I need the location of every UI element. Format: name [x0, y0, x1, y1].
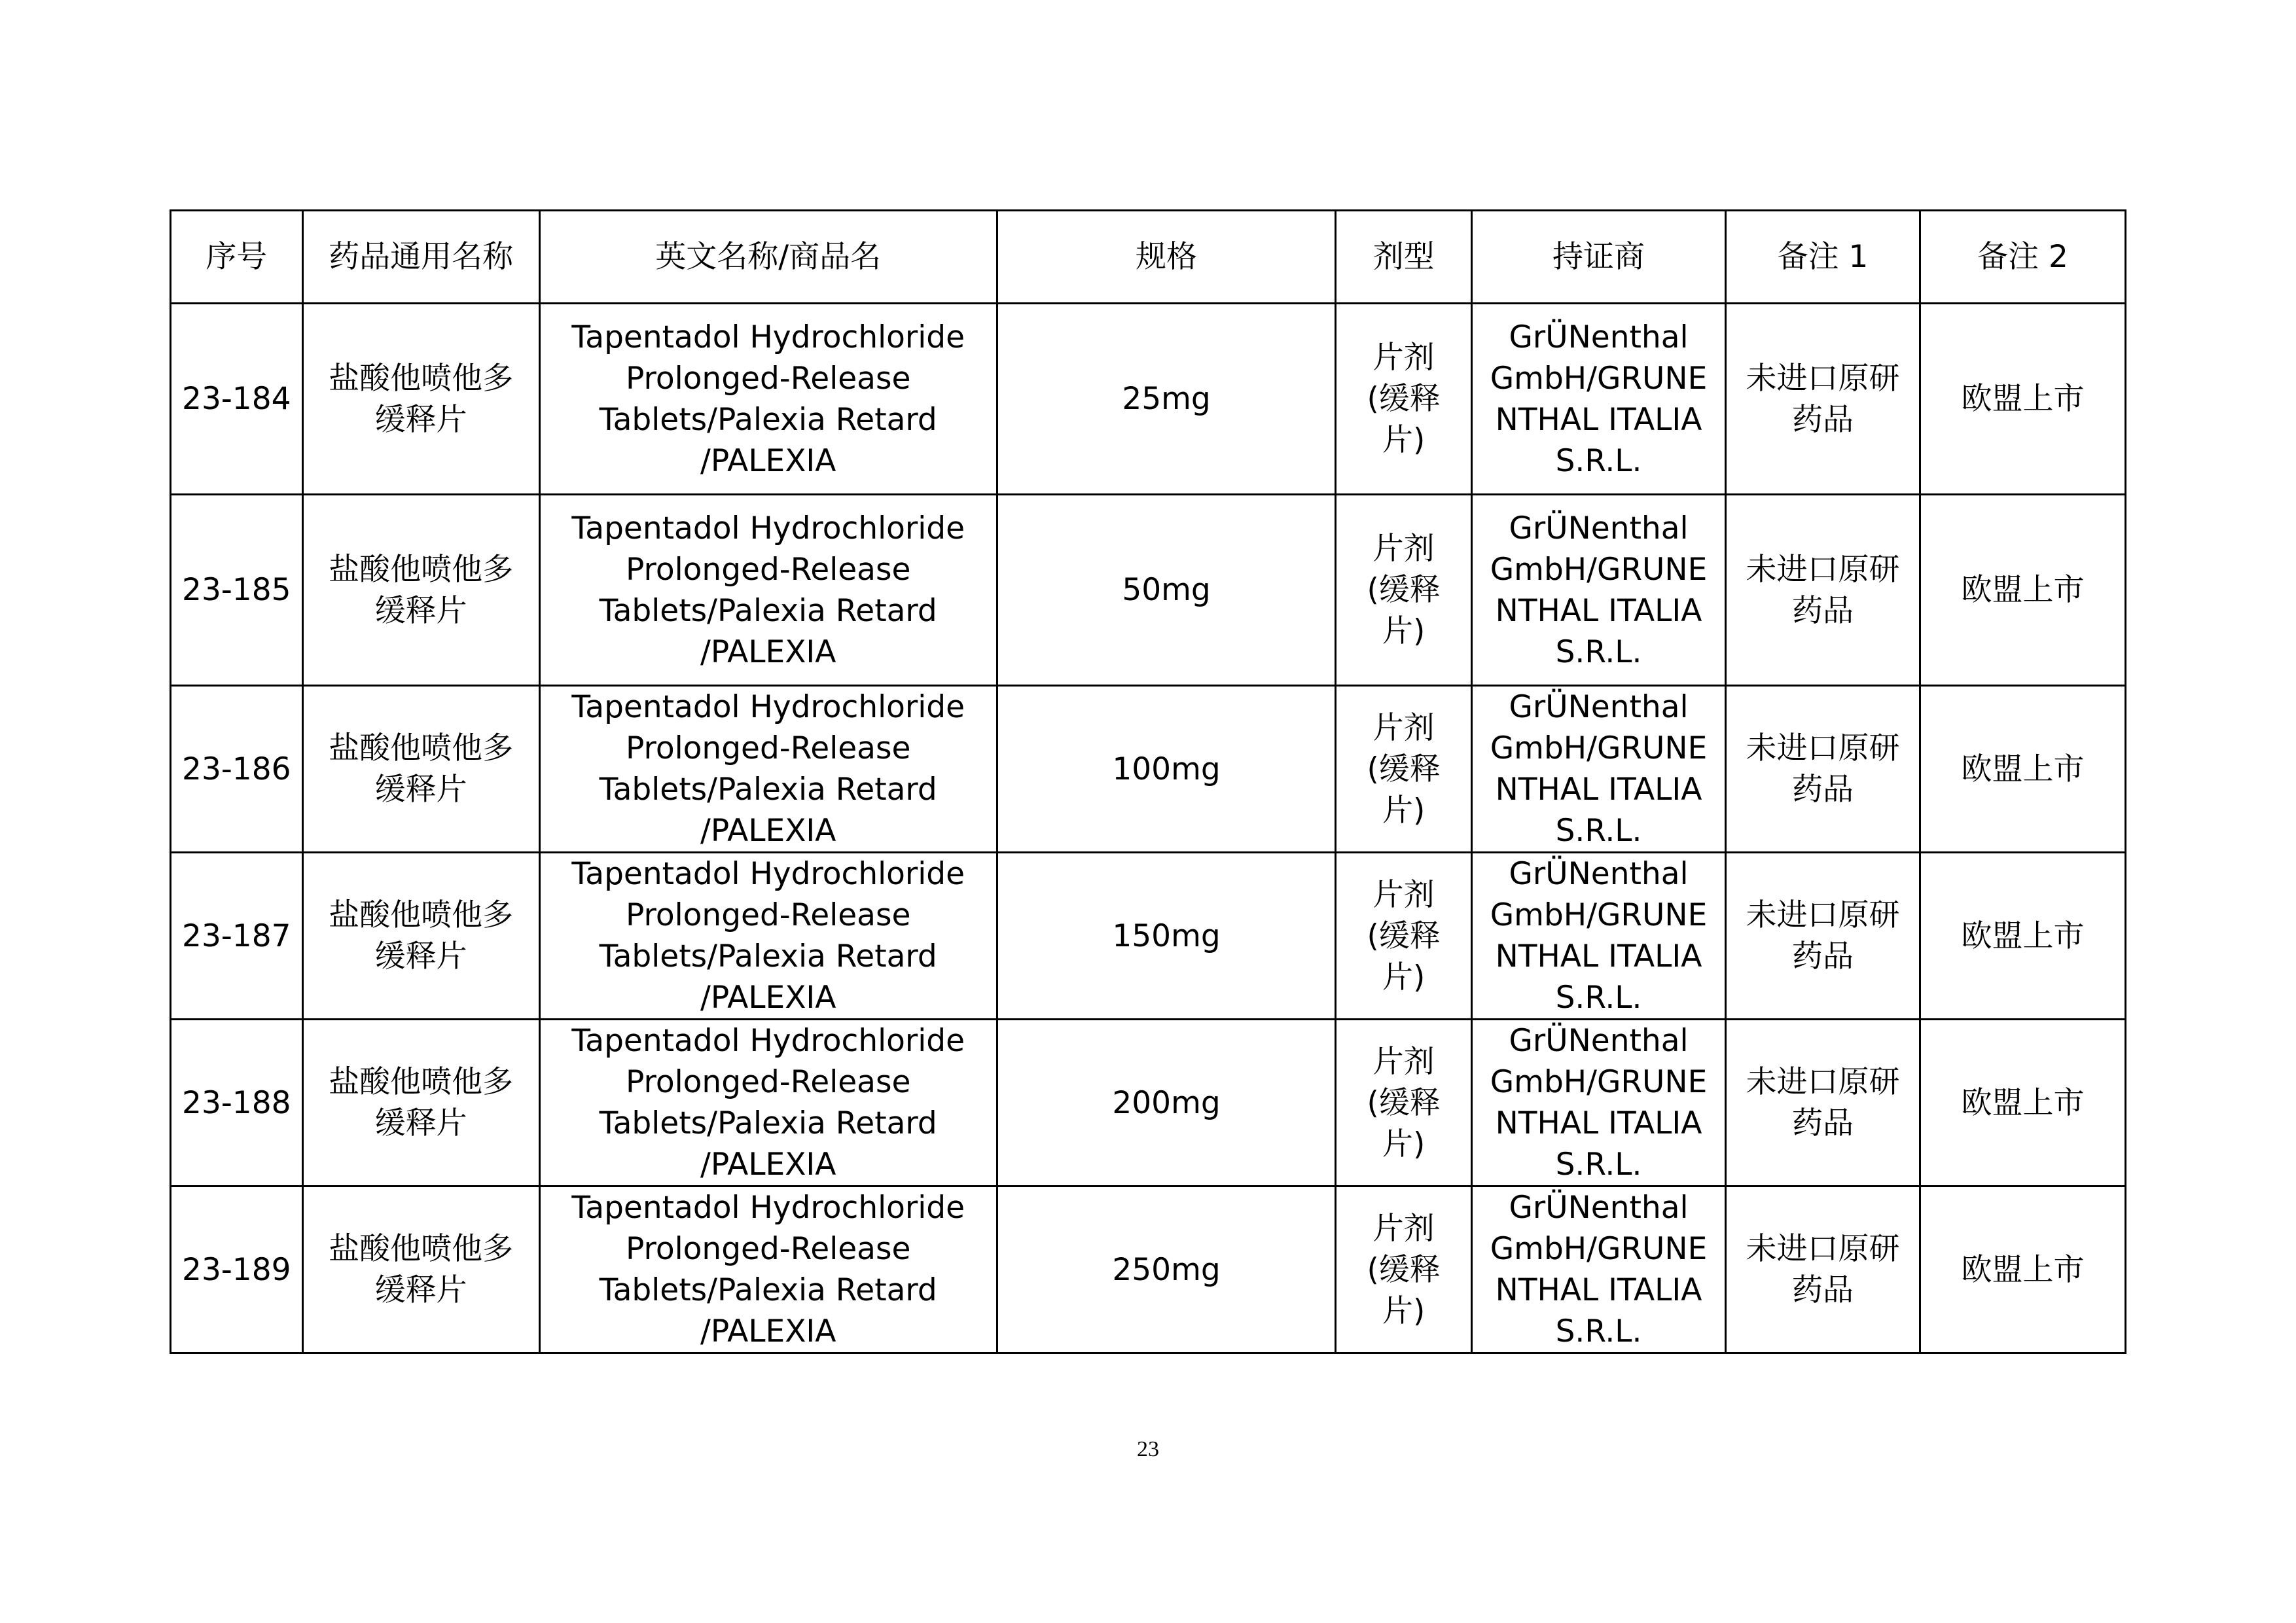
drug-list-table [170, 209, 2126, 1354]
cell-note1 [1726, 495, 1920, 686]
cell-english-name-lines [546, 687, 991, 851]
cell-note1-lines [1732, 1061, 1914, 1144]
cell-generic-name-line: 缓释片 [374, 1272, 467, 1308]
cell-note1-line: 未进口原研 [1746, 1064, 1900, 1100]
cell-dosage-form [1336, 1186, 1472, 1353]
cell-generic-name-line: 盐酸他喷他多 [329, 551, 514, 588]
cell-english-name-line: /PALEXIA [700, 1313, 836, 1349]
cell-english-name-lines [546, 853, 991, 1018]
cell-note1-line: 药品 [1792, 1105, 1854, 1141]
cell-english-name-lines [546, 1187, 991, 1352]
cell-english-name-line: Prolonged-Release [626, 1064, 911, 1100]
cell-holder-line: GmbH/GRUNE [1490, 730, 1708, 766]
cell-english-name-line: Tablets/Palexia Retard [599, 938, 937, 974]
cell-note1-lines [1732, 358, 1914, 440]
cell-generic-name-line: 缓释片 [374, 401, 467, 438]
cell-dosage-form-line: 片) [1382, 1293, 1426, 1329]
cell-holder-lines [1478, 508, 1719, 673]
cell-dosage-form-line: 片剂 [1372, 876, 1435, 913]
cell-holder [1471, 853, 1725, 1020]
cell-english-name-line: Tablets/Palexia Retard [599, 1105, 937, 1141]
cell-generic-name-line: 缓释片 [374, 592, 467, 629]
cell-english-name-line: Tapentadol Hydrochloride [571, 689, 965, 725]
cell-generic-name-lines [309, 1061, 533, 1144]
cell-generic-name-lines [309, 1228, 533, 1311]
cell-english-name-line: /PALEXIA [700, 633, 836, 670]
cell-holder-lines [1478, 853, 1719, 1018]
cell-holder [1471, 686, 1725, 853]
cell-holder-line: NTHAL ITALIA [1495, 772, 1702, 808]
cell-english-name-lines [546, 1020, 991, 1185]
cell-holder-line: GrÜNenthal [1509, 1190, 1689, 1226]
cell-holder-line: S.R.L. [1555, 633, 1642, 670]
cell-english-name [539, 304, 997, 495]
cell-dosage-form-line: 片) [1382, 1126, 1426, 1162]
cell-holder-line: S.R.L. [1555, 813, 1642, 849]
cell-holder-line: GrÜNenthal [1509, 689, 1689, 725]
cell-note1-lines [1732, 895, 1914, 977]
cell-holder [1471, 1186, 1725, 1353]
cell-dosage-form-line: (缓释 [1367, 572, 1441, 608]
cell-seq: 23-184 [171, 304, 303, 495]
header-english-name: 英文名称/商品名 [539, 211, 997, 304]
cell-note2: 欧盟上市 [1920, 304, 2125, 495]
cell-holder-line: GrÜNenthal [1509, 510, 1689, 546]
cell-dosage-form-line: (缓释 [1367, 1084, 1441, 1121]
cell-holder-line: GmbH/GRUNE [1490, 897, 1708, 933]
cell-dosage-form-lines [1342, 337, 1465, 461]
cell-holder-line: NTHAL ITALIA [1495, 1272, 1702, 1308]
cell-generic-name-line: 缓释片 [374, 1105, 467, 1141]
cell-generic-name-line: 缓释片 [374, 938, 467, 974]
header-spec: 规格 [997, 211, 1336, 304]
cell-holder-lines [1478, 317, 1719, 482]
cell-holder-line: S.R.L. [1555, 1313, 1642, 1349]
cell-english-name-line: Tapentadol Hydrochloride [571, 319, 965, 355]
cell-english-name-line: /PALEXIA [700, 442, 836, 479]
cell-note1-line: 未进口原研 [1746, 551, 1900, 588]
cell-note1-line: 未进口原研 [1746, 360, 1900, 397]
cell-english-name [539, 853, 997, 1020]
cell-holder-line: NTHAL ITALIA [1495, 401, 1702, 438]
cell-seq: 23-189 [171, 1186, 303, 1353]
cell-spec: 250mg [997, 1186, 1336, 1353]
cell-english-name-line: Tablets/Palexia Retard [599, 592, 937, 629]
cell-holder-lines [1478, 687, 1719, 851]
cell-seq: 23-187 [171, 853, 303, 1020]
cell-holder-line: GmbH/GRUNE [1490, 360, 1708, 397]
cell-note2: 欧盟上市 [1920, 1186, 2125, 1353]
cell-holder-line: GmbH/GRUNE [1490, 551, 1708, 588]
cell-english-name-line: Tapentadol Hydrochloride [571, 856, 965, 892]
cell-generic-name [302, 1020, 539, 1186]
cell-spec: 150mg [997, 853, 1336, 1020]
cell-english-name-line: /PALEXIA [700, 813, 836, 849]
cell-dosage-form [1336, 304, 1472, 495]
header-generic-name: 药品通用名称 [302, 211, 539, 304]
cell-holder-line: S.R.L. [1555, 442, 1642, 479]
cell-english-name-line: Prolonged-Release [626, 551, 911, 588]
cell-note1-line: 药品 [1792, 592, 1854, 629]
header-note1: 备注 1 [1726, 211, 1920, 304]
cell-english-name-line: Prolonged-Release [626, 360, 911, 397]
cell-generic-name-lines [309, 728, 533, 810]
cell-generic-name-line: 盐酸他喷他多 [329, 1231, 514, 1267]
cell-holder-line: GmbH/GRUNE [1490, 1231, 1708, 1267]
cell-holder [1471, 495, 1725, 686]
cell-english-name [539, 1186, 997, 1353]
cell-english-name-line: /PALEXIA [700, 980, 836, 1016]
cell-generic-name-lines [309, 895, 533, 977]
cell-dosage-form-lines [1342, 707, 1465, 831]
cell-generic-name [302, 304, 539, 495]
cell-generic-name [302, 853, 539, 1020]
cell-holder-line: NTHAL ITALIA [1495, 938, 1702, 974]
cell-generic-name-line: 缓释片 [374, 772, 467, 808]
table-row [171, 1186, 2126, 1353]
cell-dosage-form [1336, 1020, 1472, 1186]
cell-dosage-form-line: 片) [1382, 792, 1426, 829]
table-body [171, 304, 2126, 1353]
cell-holder-lines [1478, 1020, 1719, 1185]
cell-generic-name-line: 盐酸他喷他多 [329, 360, 514, 397]
cell-english-name-line: Prolonged-Release [626, 730, 911, 766]
cell-note1-line: 未进口原研 [1746, 1231, 1900, 1267]
header-dosage-form: 剂型 [1336, 211, 1472, 304]
cell-note2: 欧盟上市 [1920, 853, 2125, 1020]
cell-holder [1471, 304, 1725, 495]
cell-note1-lines [1732, 1228, 1914, 1311]
cell-note2: 欧盟上市 [1920, 495, 2125, 686]
cell-note1-line: 药品 [1792, 772, 1854, 808]
cell-english-name-lines [546, 317, 991, 482]
cell-note1 [1726, 1186, 1920, 1353]
cell-generic-name [302, 1186, 539, 1353]
cell-note1-line: 药品 [1792, 938, 1854, 974]
cell-holder-line: GrÜNenthal [1509, 319, 1689, 355]
cell-holder-line: S.R.L. [1555, 980, 1642, 1016]
cell-spec: 25mg [997, 304, 1336, 495]
cell-dosage-form-lines [1342, 874, 1465, 998]
cell-dosage-form-line: (缓释 [1367, 918, 1441, 954]
cell-seq: 23-186 [171, 686, 303, 853]
cell-dosage-form-line: (缓释 [1367, 1251, 1441, 1288]
cell-dosage-form-lines [1342, 1208, 1465, 1332]
table-row [171, 304, 2126, 495]
table-row [171, 853, 2126, 1020]
cell-note1-line: 药品 [1792, 1272, 1854, 1308]
cell-generic-name-line: 盐酸他喷他多 [329, 897, 514, 933]
cell-note1-line: 未进口原研 [1746, 897, 1900, 933]
cell-generic-name-line: 盐酸他喷他多 [329, 730, 514, 766]
cell-dosage-form-line: 片) [1382, 613, 1426, 649]
cell-dosage-form [1336, 853, 1472, 1020]
cell-holder-line: NTHAL ITALIA [1495, 1105, 1702, 1141]
cell-generic-name [302, 495, 539, 686]
cell-generic-name-line: 盐酸他喷他多 [329, 1064, 514, 1100]
cell-dosage-form-line: 片剂 [1372, 709, 1435, 746]
cell-spec: 100mg [997, 686, 1336, 853]
cell-english-name [539, 495, 997, 686]
cell-holder [1471, 1020, 1725, 1186]
cell-holder-line: GmbH/GRUNE [1490, 1064, 1708, 1100]
cell-spec: 50mg [997, 495, 1336, 686]
cell-dosage-form-line: (缓释 [1367, 381, 1441, 417]
cell-english-name-line: Tapentadol Hydrochloride [571, 510, 965, 546]
table-row [171, 1020, 2126, 1186]
cell-dosage-form [1336, 495, 1472, 686]
header-note2: 备注 2 [1920, 211, 2125, 304]
cell-dosage-form-lines [1342, 528, 1465, 652]
cell-note1 [1726, 853, 1920, 1020]
cell-dosage-form-line: 片剂 [1372, 531, 1435, 567]
cell-spec: 200mg [997, 1020, 1336, 1186]
table-row [171, 686, 2126, 853]
cell-note1-lines [1732, 728, 1914, 810]
cell-english-name-lines [546, 508, 991, 673]
cell-note1 [1726, 1020, 1920, 1186]
cell-dosage-form [1336, 686, 1472, 853]
page-number: 23 [1137, 1437, 1159, 1461]
cell-holder-line: GrÜNenthal [1509, 1023, 1689, 1059]
cell-english-name [539, 1020, 997, 1186]
cell-dosage-form-line: 片剂 [1372, 1210, 1435, 1247]
cell-holder-line: S.R.L. [1555, 1147, 1642, 1183]
cell-generic-name-lines [309, 549, 533, 632]
cell-note1 [1726, 304, 1920, 495]
cell-english-name-line: Tablets/Palexia Retard [599, 401, 937, 438]
cell-note2: 欧盟上市 [1920, 686, 2125, 853]
cell-seq: 23-185 [171, 495, 303, 686]
table-header-row [171, 211, 2126, 304]
cell-english-name-line: Prolonged-Release [626, 1231, 911, 1267]
cell-dosage-form-line: 片剂 [1372, 340, 1435, 376]
cell-note1-lines [1732, 549, 1914, 632]
cell-note1-line: 未进口原研 [1746, 730, 1900, 766]
cell-english-name-line: Tablets/Palexia Retard [599, 772, 937, 808]
cell-note2: 欧盟上市 [1920, 1020, 2125, 1186]
cell-seq: 23-188 [171, 1020, 303, 1186]
cell-note1 [1726, 686, 1920, 853]
cell-holder-line: NTHAL ITALIA [1495, 592, 1702, 629]
cell-english-name-line: Tablets/Palexia Retard [599, 1272, 937, 1308]
cell-english-name-line: Tapentadol Hydrochloride [571, 1023, 965, 1059]
cell-holder-lines [1478, 1187, 1719, 1352]
cell-note1-line: 药品 [1792, 401, 1854, 438]
table-row [171, 495, 2126, 686]
cell-english-name-line: Tapentadol Hydrochloride [571, 1190, 965, 1226]
cell-dosage-form-line: (缓释 [1367, 751, 1441, 787]
header-seq: 序号 [171, 211, 303, 304]
cell-generic-name-lines [309, 358, 533, 440]
cell-english-name-line: Prolonged-Release [626, 897, 911, 933]
cell-dosage-form-lines [1342, 1041, 1465, 1165]
cell-english-name-line: /PALEXIA [700, 1147, 836, 1183]
cell-english-name [539, 686, 997, 853]
cell-generic-name [302, 686, 539, 853]
cell-dosage-form-line: 片剂 [1372, 1043, 1435, 1080]
cell-holder-line: GrÜNenthal [1509, 856, 1689, 892]
header-holder: 持证商 [1471, 211, 1725, 304]
cell-dosage-form-line: 片) [1382, 422, 1426, 458]
cell-dosage-form-line: 片) [1382, 959, 1426, 995]
